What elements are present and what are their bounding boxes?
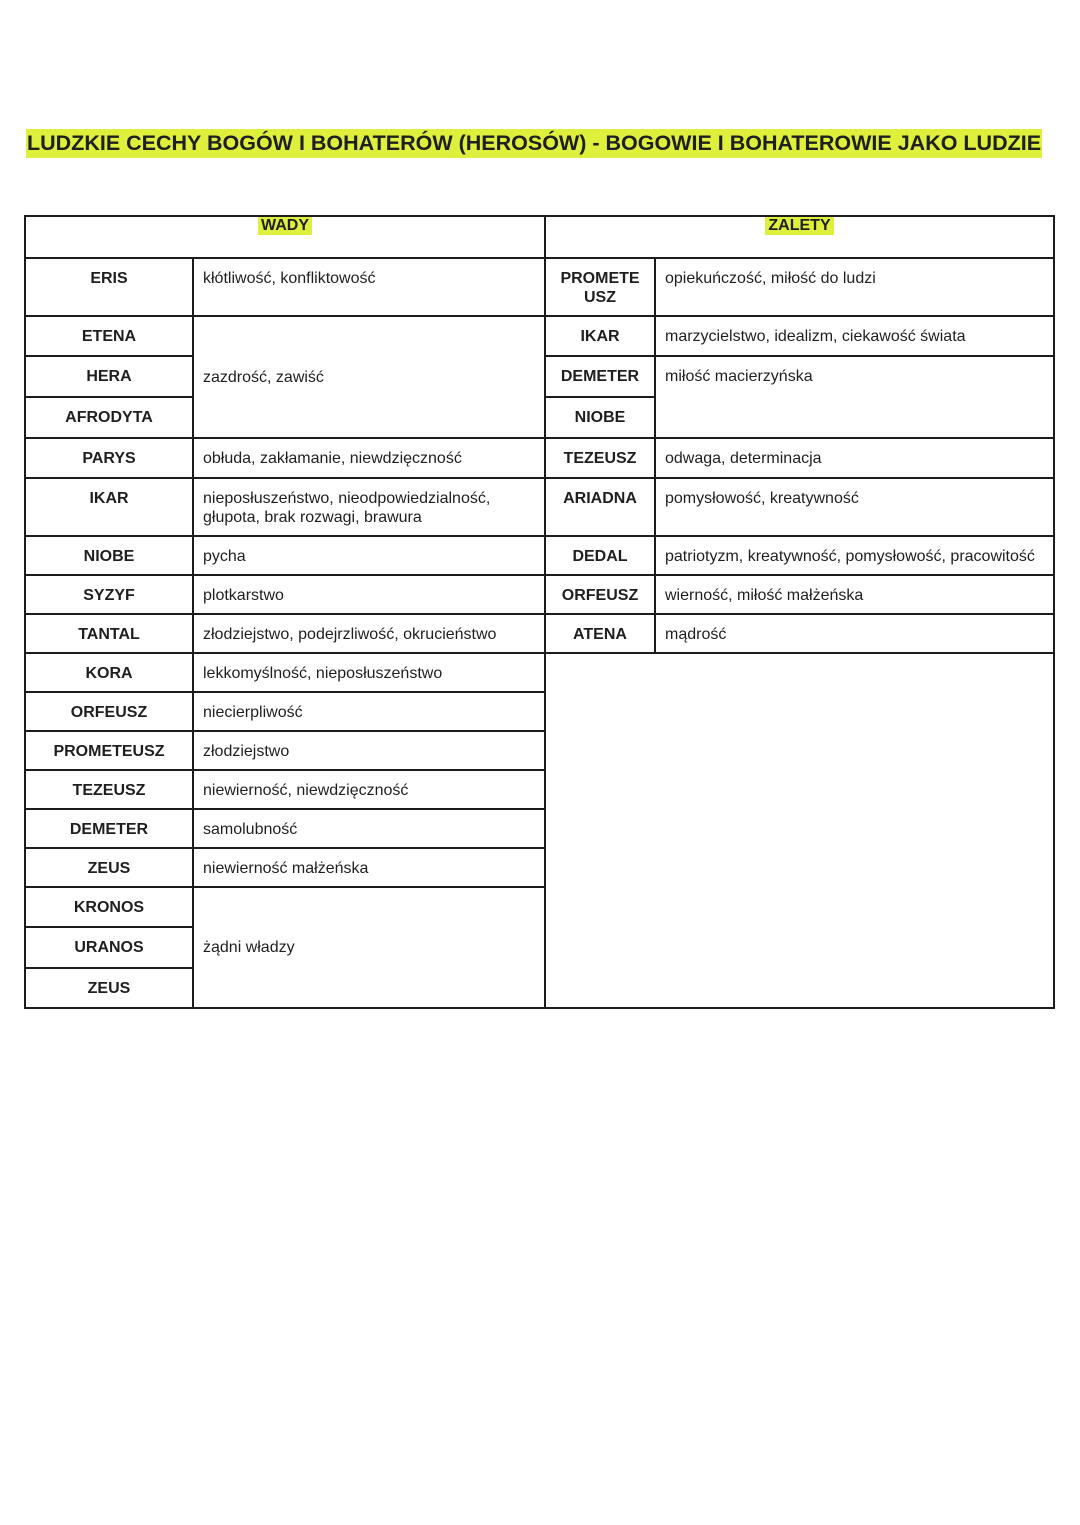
traits-table [24, 215, 1055, 1009]
zalety-trait: mądrość [655, 614, 1054, 653]
table-row [25, 653, 1054, 692]
zalety-name: TEZEUSZ [545, 438, 655, 478]
zalety-name: DEMETER [545, 356, 655, 397]
wady-trait: zazdrość, zawiść [193, 316, 545, 438]
wady-trait: niecierpliwość [193, 692, 545, 731]
wady-name: DEMETER [25, 809, 193, 848]
zalety-name: NIOBE [545, 397, 655, 438]
zalety-trait: patriotyzm, kreatywność, pomysłowość, pracowitość [655, 536, 1054, 575]
table-row [25, 614, 1054, 653]
wady-trait: nieposłuszeństwo, nieodpowiedzialność, głupota, brak rozwagi, brawura [193, 478, 545, 536]
table-row [25, 478, 1054, 536]
wady-name: PROMETEUSZ [25, 731, 193, 770]
wady-name: KORA [25, 653, 193, 692]
zalety-trait: opiekuńczość, miłość do ludzi [655, 258, 1054, 316]
wady-trait: kłótliwość, konfliktowość [193, 258, 545, 316]
wady-trait: pycha [193, 536, 545, 575]
zalety-name: DEDAL [545, 536, 655, 575]
wady-name: ORFEUSZ [25, 692, 193, 731]
wady-trait: niewierność małżeńska [193, 848, 545, 887]
wady-header: WADY [25, 216, 545, 258]
zalety-trait: wierność, miłość małżeńska [655, 575, 1054, 614]
page-title [26, 128, 1054, 158]
wady-name: KRONOS [25, 887, 193, 927]
wady-trait: obłuda, zakłamanie, niewdzięczność [193, 438, 545, 478]
header-row [25, 216, 1054, 258]
zalety-trait: odwaga, determinacja [655, 438, 1054, 478]
zalety-name: PROMETE USZ [545, 258, 655, 316]
zalety-name: ATENA [545, 614, 655, 653]
wady-trait: złodziejstwo, podejrzliwość, okrucieństwo [193, 614, 545, 653]
wady-name: URANOS [25, 927, 193, 968]
zalety-name: ARIADNA [545, 478, 655, 536]
wady-trait: lekkomyślność, nieposłuszeństwo [193, 653, 545, 692]
table-row [25, 258, 1054, 316]
empty-zalety-area [545, 653, 1054, 1008]
zalety-trait: marzycielstwo, idealizm, ciekawość świata [655, 316, 1054, 356]
zalety-header: ZALETY [545, 216, 1054, 258]
wady-trait: niewierność, niewdzięczność [193, 770, 545, 809]
wady-name: PARYS [25, 438, 193, 478]
wady-trait: żądni władzy [193, 887, 545, 1008]
table-row [25, 575, 1054, 614]
wady-name: TEZEUSZ [25, 770, 193, 809]
table-row [25, 316, 1054, 356]
wady-name: TANTAL [25, 614, 193, 653]
wady-name: ZEUS [25, 968, 193, 1008]
wady-name: ETENA [25, 316, 193, 356]
wady-name: IKAR [25, 478, 193, 536]
table-row [25, 536, 1054, 575]
table-row [25, 438, 1054, 478]
wady-name: AFRODYTA [25, 397, 193, 438]
title-highlight: LUDZKIE CECHY BOGÓW I BOHATERÓW (HEROSÓW) - BOGOWIE I BOHATEROWIE JAKO LUDZIE [26, 129, 1042, 158]
wady-trait: samolubność [193, 809, 545, 848]
zalety-name: IKAR [545, 316, 655, 356]
wady-name: SYZYF [25, 575, 193, 614]
zalety-trait: pomysłowość, kreatywność [655, 478, 1054, 536]
wady-trait: plotkarstwo [193, 575, 545, 614]
wady-name: HERA [25, 356, 193, 397]
wady-trait: złodziejstwo [193, 731, 545, 770]
zalety-trait: miłość macierzyńska [655, 356, 1054, 438]
wady-name: ERIS [25, 258, 193, 316]
wady-name: NIOBE [25, 536, 193, 575]
wady-name: ZEUS [25, 848, 193, 887]
zalety-name: ORFEUSZ [545, 575, 655, 614]
